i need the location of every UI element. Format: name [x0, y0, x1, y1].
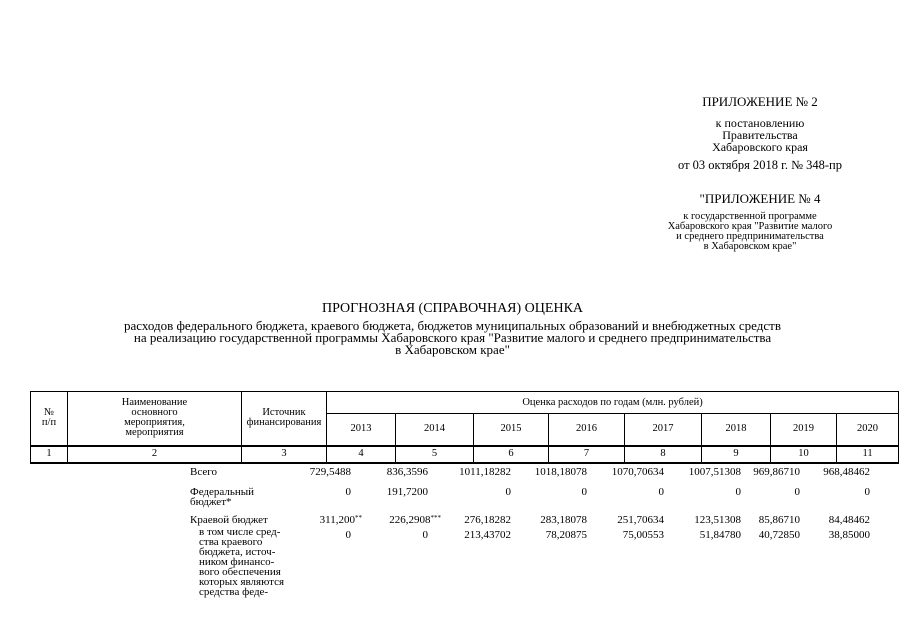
- header-name-line: мероприятия,: [124, 417, 185, 429]
- header-year: 2016: [549, 414, 625, 446]
- header-year: 2019: [771, 414, 837, 446]
- appendix-2-line: Хабаровского края: [712, 140, 808, 154]
- document-subtitle: в Хабаровском крае": [395, 342, 510, 357]
- value-cell: 0: [422, 529, 428, 541]
- value-cell: 38,85000: [828, 529, 870, 541]
- column-number: 5: [396, 446, 474, 463]
- value-cell: 836,3596: [386, 466, 428, 478]
- column-number: 7: [549, 446, 625, 463]
- label-line: ства краевого: [199, 536, 263, 548]
- footnote-mark: ***: [430, 514, 441, 522]
- value-cell: 78,20875: [545, 529, 587, 541]
- header-name: [68, 392, 242, 446]
- value-cell: 51,84780: [699, 529, 741, 541]
- row-federal-label: Федеральный: [190, 486, 255, 498]
- header-year: 2014: [396, 414, 474, 446]
- appendix-4-line: к государственной программе: [683, 211, 817, 222]
- column-number: 3: [242, 446, 327, 463]
- document-title: ПРОГНОЗНАЯ (СПРАВОЧНАЯ) ОЦЕНКА: [321, 301, 584, 316]
- document-subtitle: расходов федерального бюджета, краевого бюджета, бюджетов муниципальных образований и внебюджетных средств: [124, 318, 781, 333]
- appendix-4-title: "ПРИЛОЖЕНИЕ № 4: [699, 191, 821, 206]
- value-cell: [296, 515, 362, 526]
- value-cell: 0: [794, 486, 800, 498]
- row-regional-label: Краевой бюджет: [190, 514, 268, 526]
- header-year: 2020: [837, 414, 899, 446]
- value-cell: 75,00553: [622, 529, 664, 541]
- label-line: которых являются: [199, 576, 285, 588]
- header-no-line: п/п: [41, 417, 57, 429]
- value-cell: 0: [345, 529, 351, 541]
- value-cell: 283,18078: [540, 514, 587, 526]
- value-cell: 0: [581, 486, 587, 498]
- value-cell: 0: [505, 486, 511, 498]
- label-line: в том числе сред-: [199, 526, 281, 538]
- appendix-2-line: Правительства: [722, 128, 798, 142]
- value-cell: 1018,18078: [534, 466, 587, 478]
- header-year: 2017: [625, 414, 702, 446]
- column-number: 8: [625, 446, 702, 463]
- value-cell: 40,72850: [758, 529, 800, 541]
- header-year: 2015: [474, 414, 549, 446]
- appendix-4-line: и среднего предпринимательства: [676, 231, 824, 242]
- value-cell: 0: [735, 486, 741, 498]
- appendix-4-line: Хабаровского края "Развитие малого: [667, 221, 833, 232]
- value-cell: 276,18282: [464, 514, 511, 526]
- label-line: бюджета, источ-: [199, 546, 276, 558]
- value-cell: 729,5488: [309, 466, 351, 478]
- value-cell: 0: [658, 486, 664, 498]
- appendix-4-line: в Хабаровском крае": [703, 241, 797, 252]
- value-cell: 1070,70634: [611, 466, 664, 478]
- header-no: [31, 392, 68, 446]
- value-cell: 0: [345, 486, 351, 498]
- header-no-line: №: [43, 407, 55, 419]
- header-source-line: финансирования: [246, 417, 322, 429]
- value-cell: 213,43702: [464, 529, 511, 541]
- column-number: 2: [68, 446, 242, 463]
- value-cell: 191,7200: [386, 486, 428, 498]
- header-estimate: Оценка расходов по годам (млн. рублей): [327, 392, 899, 414]
- value-cell: 84,48462: [828, 514, 870, 526]
- appendix-2-line: к постановлению: [715, 116, 805, 130]
- document-subtitle: на реализацию государственной программы Хабаровского края "Развитие малого и среднего предпринимательства: [133, 330, 772, 345]
- value-cell: 968,48462: [823, 466, 870, 478]
- label-line: средства феде-: [199, 586, 269, 598]
- value-cell: 969,86710: [753, 466, 800, 478]
- column-number: 10: [771, 446, 837, 463]
- value-cell: 1011,18282: [459, 466, 511, 478]
- value-text: 226,2908: [389, 514, 431, 526]
- value-cell: 1007,51308: [688, 466, 741, 478]
- table-header: [30, 391, 899, 464]
- value-cell: 123,51308: [694, 514, 741, 526]
- header-name-line: мероприятия: [125, 427, 184, 439]
- column-number: 6: [474, 446, 549, 463]
- footnote-mark: **: [355, 514, 362, 522]
- column-number: 1: [31, 446, 68, 463]
- header-name-line: основного: [131, 407, 178, 419]
- value-cell: 0: [864, 486, 870, 498]
- header-year: 2018: [702, 414, 771, 446]
- header-year: 2013: [327, 414, 396, 446]
- label-line: ником финансо-: [199, 556, 275, 568]
- value-cell: [365, 515, 441, 526]
- value-text: 311,200: [319, 514, 355, 526]
- header-source: [242, 392, 327, 446]
- column-number: 4: [327, 446, 396, 463]
- appendix-2-date: от 03 октября 2018 г. № 348-пр: [678, 158, 842, 172]
- row-total-label: Всего: [190, 466, 217, 478]
- header-source-line: Источник: [262, 407, 306, 419]
- column-number: 9: [702, 446, 771, 463]
- column-number: 11: [837, 446, 899, 463]
- value-cell: 85,86710: [758, 514, 800, 526]
- row-federal-label: бюджет*: [190, 496, 232, 508]
- value-cell: 251,70634: [617, 514, 664, 526]
- header-name-line: Наименование: [121, 397, 188, 409]
- label-line: вого обеспечения: [199, 566, 281, 578]
- appendix-2-title: ПРИЛОЖЕНИЕ № 2: [702, 94, 818, 109]
